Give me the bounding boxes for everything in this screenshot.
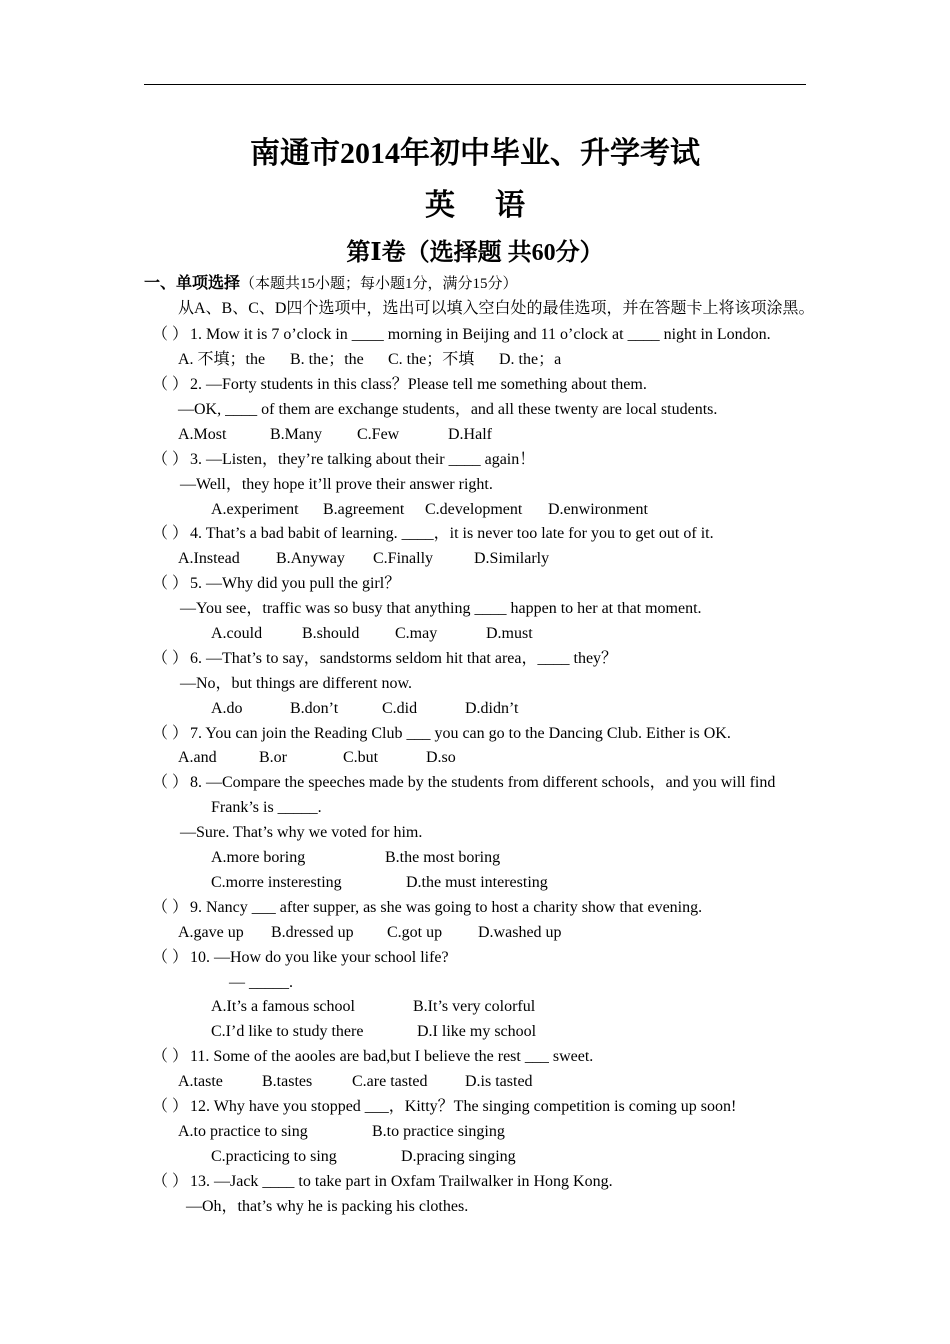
option-b: B.the most boring [385,849,501,866]
option-b: B.agreement [323,501,405,518]
question-stem: 6. —That’s to say，sandstorms seldom hit that area，____ they？ [190,650,618,667]
option-d: D.pracing singing [401,1148,516,1165]
option-d: D.enwironment [548,501,648,518]
answer-bracket: （ ） [152,451,189,468]
option-d: D.so [426,749,456,766]
header-rule [144,84,806,85]
option-b: B.or [259,749,287,766]
option-c: C.got up [387,924,443,941]
option-b: B. the；the [290,351,364,368]
answer-bracket: （ ） [152,575,189,592]
question-stem: 12. Why have you stopped ___，Kitty？The singing competition is coming up soon! [190,1098,737,1115]
option-c: C.Few [357,426,400,443]
option-d: D.Similarly [474,550,550,567]
option-b: B.should [302,625,360,642]
question-stem: 10. —How do you like your school life? [190,949,449,966]
option-b: B.to practice singing [372,1123,505,1140]
option-a: A.could [211,625,263,642]
option-a: A.Instead [178,550,240,567]
answer-bracket: （ ） [152,1048,189,1065]
option-d: D. the；a [499,351,562,368]
section-title: 一、单项选择 [144,275,241,292]
question-stem: 2. —Forty students in this class？Please tell me something about them. [190,376,647,393]
option-b: B.It’s very colorful [413,998,536,1015]
option-d: D.Half [448,426,492,443]
question-stem-line: —OK, ____ of them are exchange students，and all these twenty are local students. [178,401,718,418]
question-stem: 1. Mow it is 7 o’clock in ____ morning in Beijing and 11 o’clock at ____ night in London. [190,326,771,343]
answer-bracket: （ ） [152,650,189,667]
option-c: C.Finally [373,550,434,567]
answer-bracket: （ ） [152,949,189,966]
section-note: （本题共15小题；每小题1分，满分15分） [240,276,518,292]
option-c: C.morre insteresting [211,874,342,891]
subject-title: 英语 [425,189,565,222]
part-title: 第Ⅰ卷（选择题 共60分） [346,240,604,266]
question-stem: 8. —Compare the speeches made by the students from different schools，and you will find [190,774,776,791]
question-stem: 11. Some of the aooles are bad,but I believe the rest ___ sweet. [190,1048,594,1065]
option-d: D.I like my school [417,1023,537,1040]
question-stem: 5. —Why did you pull the girl？ [190,575,401,592]
option-a: A.It’s a famous school [211,998,355,1015]
option-a: A. 不填；the [178,351,266,368]
option-c: C.but [343,749,379,766]
option-c: C.practicing to sing [211,1148,337,1165]
option-a: A.to practice to sing [178,1123,308,1140]
option-c: C.development [425,501,523,518]
question-stem: 7. You can join the Reading Club ___ you can go to the Dancing Club. Either is OK. [190,725,731,742]
question-stem: 4. That’s a bad babit of learning. ____，it is never too late for you to get out of it. [190,525,714,542]
question-stem: 9. Nancy ___ after supper, as she was going to host a charity show that evening. [190,899,703,916]
option-b: B.Anyway [276,550,345,567]
section-instruction: 从A、B、C、D四个选项中，选出可以填入空白处的最佳选项，并在答题卡上将该项涂黑。 [178,300,815,317]
answer-bracket: （ ） [152,326,189,343]
option-a: A.taste [178,1073,223,1090]
option-c: C.are tasted [352,1073,428,1090]
option-d: D.washed up [478,924,562,941]
option-c: C.I’d like to study there [211,1023,364,1040]
option-b: B.Many [270,426,322,443]
answer-bracket: （ ） [152,899,189,916]
question-stem: 13. —Jack ____ to take part in Oxfam Trailwalker in Hong Kong. [190,1173,613,1190]
option-c: C.did [382,700,418,717]
option-a: A.Most [178,426,227,443]
question-stem-line: —Oh，that’s why he is packing his clothes. [186,1198,469,1215]
option-b: B.don’t [290,700,339,717]
section-heading [144,274,518,294]
question-stem: 3. —Listen，they’re talking about their ____ again！ [190,451,536,468]
answer-bracket: （ ） [152,525,189,542]
question-stem-line: —You see，traffic was so busy that anything ____ happen to her at that moment. [180,600,702,617]
option-c: C.may [395,625,438,642]
option-d: D.didn’t [465,700,519,717]
option-a: A.gave up [178,924,244,941]
question-stem-line: —Sure. That’s why we voted for him. [180,824,423,841]
answer-bracket: （ ） [152,1098,189,1115]
question-stem-line: —Well，they hope it’ll prove their answer right. [180,476,493,493]
question-stem-line: —No，but things are different now. [180,675,412,692]
answer-bracket: （ ） [152,1173,189,1190]
option-a: A.more boring [211,849,306,866]
option-b: B.dressed up [271,924,354,941]
answer-bracket: （ ） [152,774,189,791]
option-a: A.experiment [211,501,299,518]
option-d: D.is tasted [465,1073,533,1090]
option-b: B.tastes [262,1073,313,1090]
option-c: C. the；不填 [388,351,475,368]
question-stem-line: — _____. [229,974,293,991]
answer-bracket: （ ） [152,725,189,742]
option-a: A.and [178,749,217,766]
answer-bracket: （ ） [152,376,189,393]
exam-title: 南通市2014年初中毕业、升学考试 [250,137,700,170]
option-a: A.do [211,700,243,717]
option-d: D.must [486,625,533,642]
question-stem-line: Frank’s is _____. [211,799,322,816]
option-d: D.the must interesting [406,874,548,891]
